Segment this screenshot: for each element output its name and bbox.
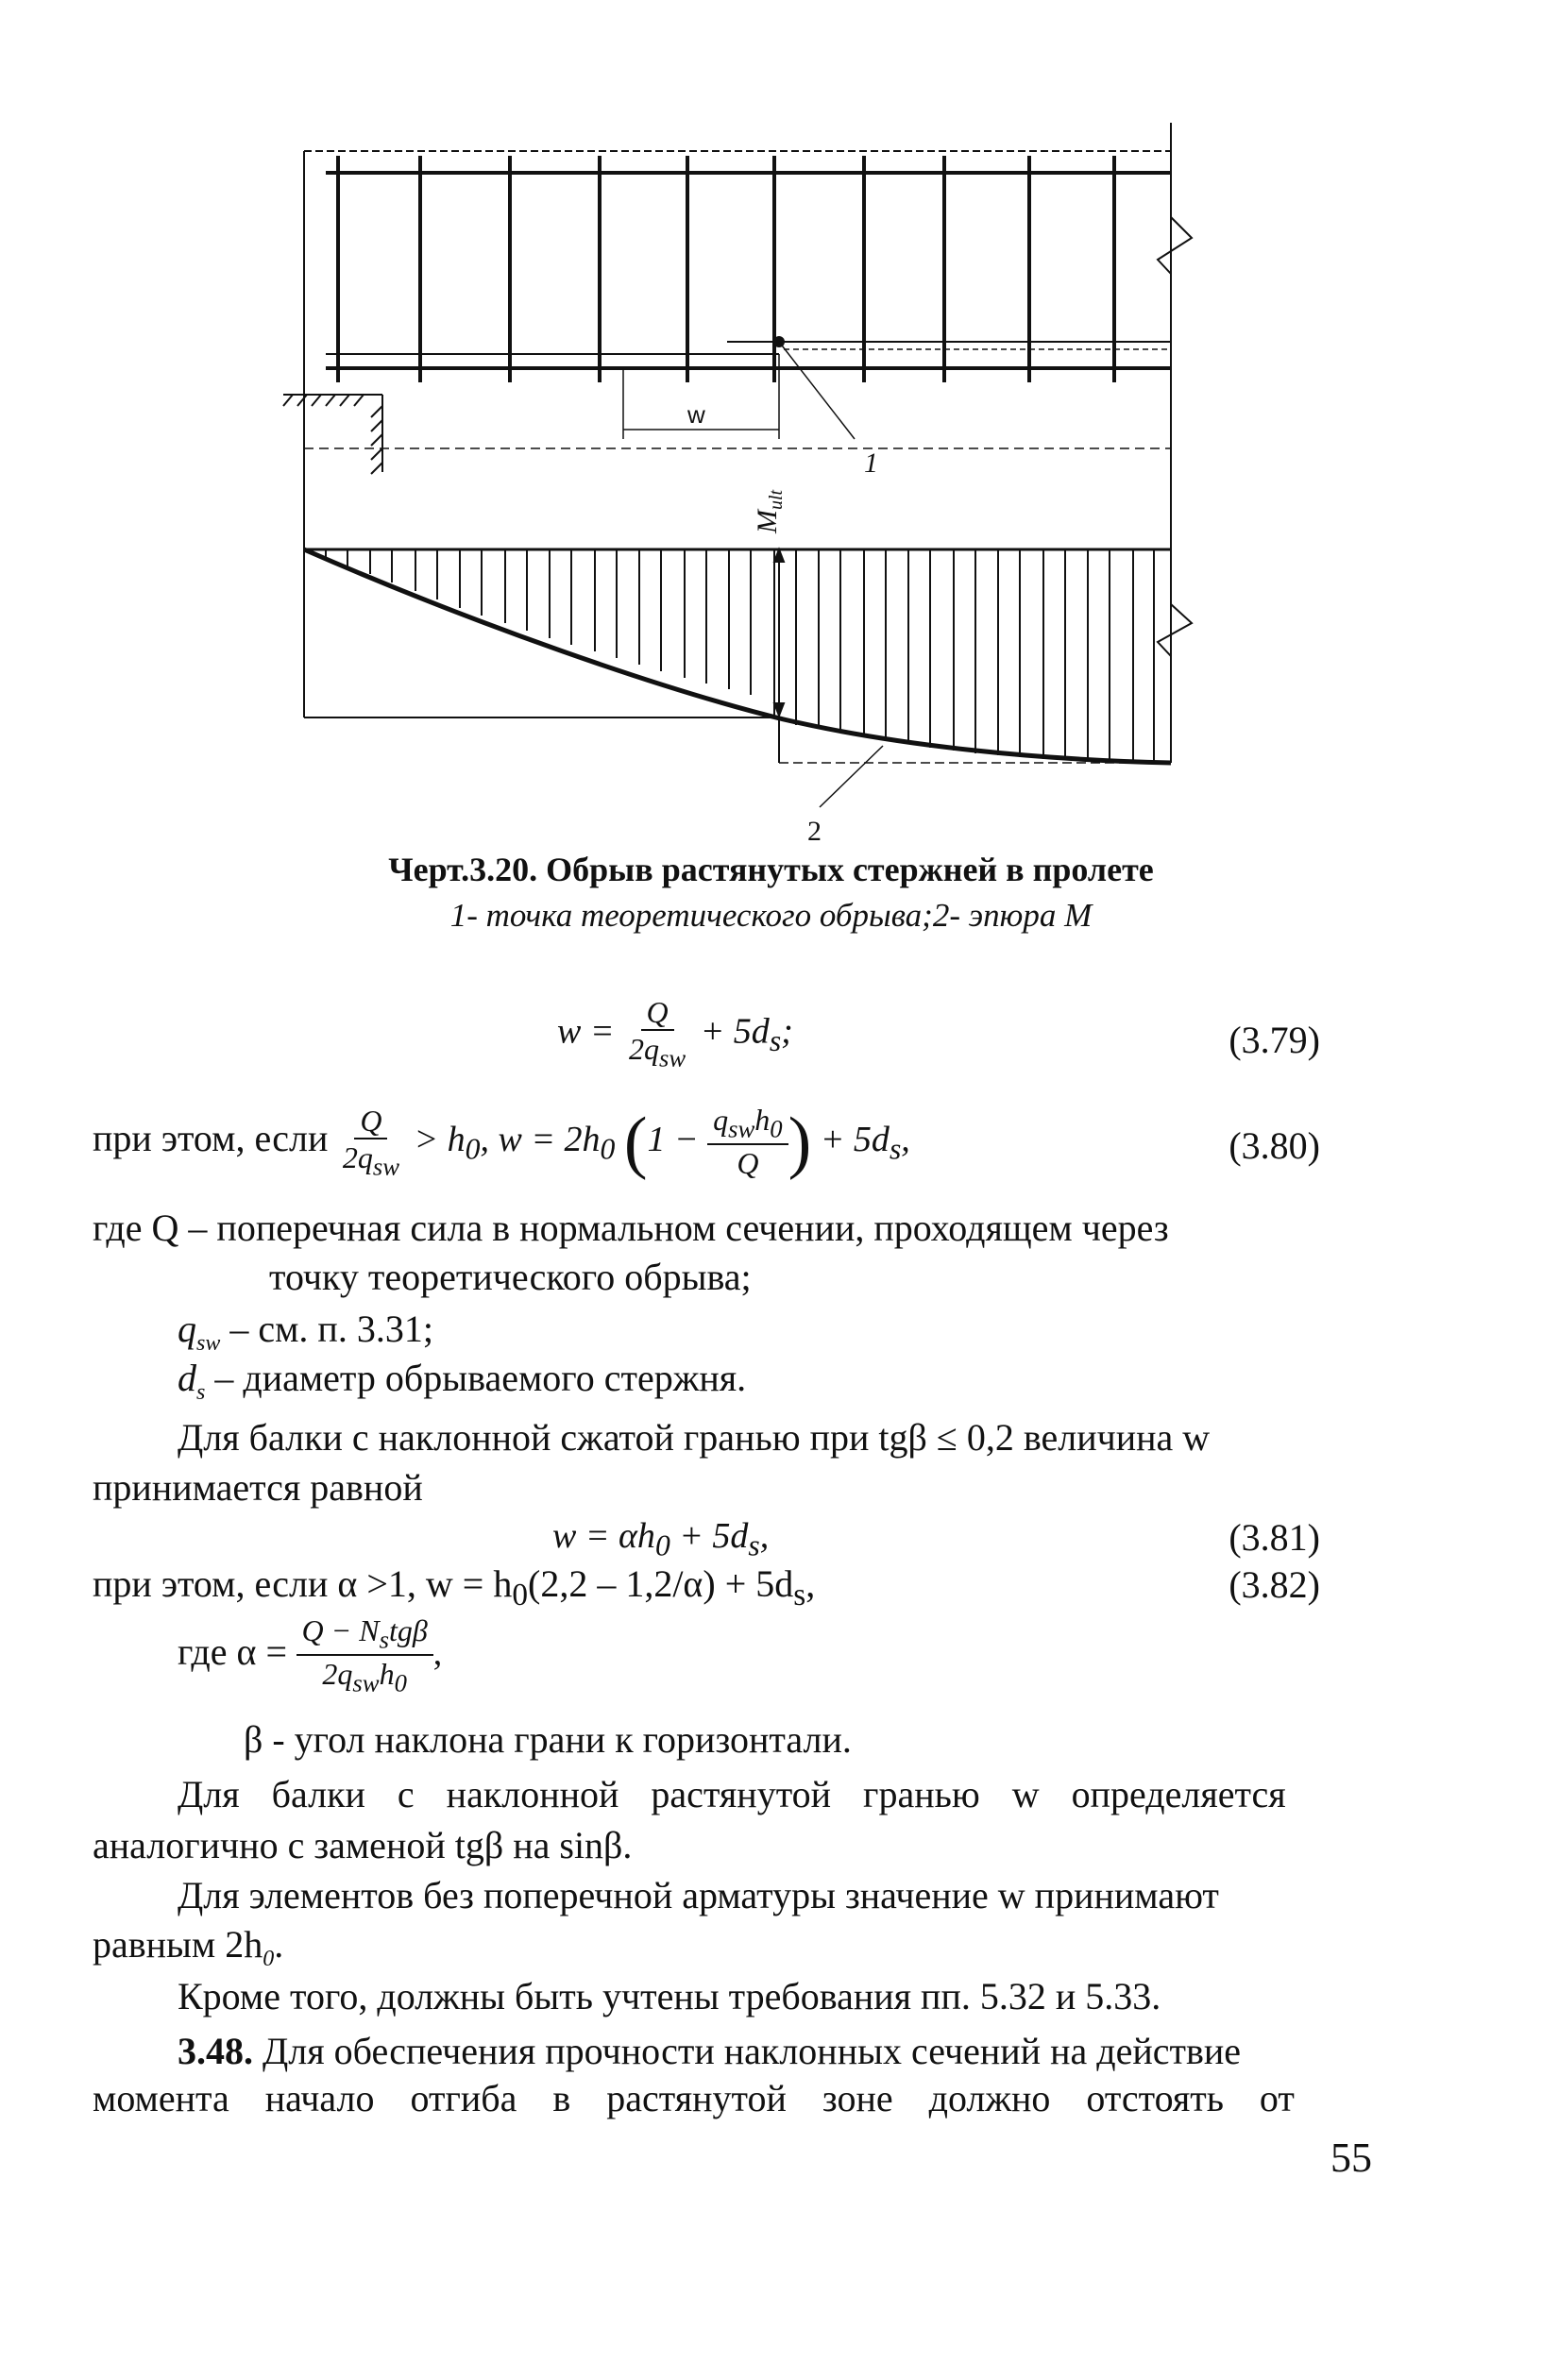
equation-number-3-82: (3.82) xyxy=(1229,1563,1320,1606)
where-line-2: точку теоретического обрыва; xyxy=(269,1256,752,1298)
figure-caption-subtitle: 1- точка теоретического обрыва;2- эпюра М xyxy=(449,897,1093,934)
para-348-line-2: момента начало отгиба в растянутой зоне должно отстоять от xyxy=(93,2077,1295,2119)
beam-figure xyxy=(0,0,1542,847)
leader-line-2 xyxy=(820,746,883,807)
beam-outline xyxy=(304,123,1171,763)
figure-caption-title: Черт.3.20. Обрыв растянутых стержней в пролете xyxy=(388,851,1154,888)
equation-number-3-80: (3.80) xyxy=(1229,1124,1320,1167)
m-ult-arrow xyxy=(774,549,784,716)
para-tension-line-1: Для балки с наклонной растянутой гранью w определяется xyxy=(178,1773,1286,1815)
para-nostirrups-line-2: равным $2h_0$. xyxy=(93,1923,284,1971)
para-348-line-1: 3.48. Для обеспечения прочности наклонных сечений на действие xyxy=(178,2030,1242,2072)
equation-3-79: w = $\frac{Q}{2q_{sw}}$ + $5d_s$; xyxy=(557,995,793,1072)
equation-3-80: при этом, если $\frac{Q}{2q_{sw}}$ > $h_0$, $w = 2h_0$ (1 − $\frac{q_{sw}h_0}{Q}$ ) + $5d_s$, xyxy=(93,1103,910,1181)
beta-definition: β - угол наклона грани к горизонтали. xyxy=(244,1718,852,1761)
marker-2: 2 xyxy=(807,816,822,847)
longitudinal-bars xyxy=(326,173,1171,368)
equation-number-3-81: (3.81) xyxy=(1229,1516,1320,1559)
para-nostirrups-line-1: Для элементов без поперечной арматуры значение w принимают xyxy=(178,1874,1219,1916)
where-line-1: где Q – поперечная сила в нормальном сечении, проходящем через xyxy=(93,1207,1169,1249)
w-dimension-label: w xyxy=(687,400,705,429)
moment-curve xyxy=(304,549,1171,763)
break-symbols xyxy=(1158,217,1192,656)
para-incline-line-2: принимается равной xyxy=(93,1466,423,1509)
leader-line-1 xyxy=(779,342,855,439)
stirrups xyxy=(338,156,1114,382)
equation-number-3-79: (3.79) xyxy=(1229,1019,1320,1061)
where-line-4: $d_s$ – диаметр обрываемого стержня. xyxy=(178,1357,747,1405)
section-number-3-48: 3.48. xyxy=(178,2030,253,2072)
page-number: 55 xyxy=(1330,2135,1372,2181)
para-incline-line-1: Для балки с наклонной сжатой гранью при tgβ ≤ 0,2 величина w xyxy=(178,1416,1211,1459)
marker-1: 1 xyxy=(864,447,878,479)
where-line-3: $q_{sw}$ – см. п. 3.31; xyxy=(178,1308,433,1356)
para-requirements: Кроме того, должны быть учтены требования пп. 5.32 и 5.33. xyxy=(178,1975,1161,2017)
moment-diagram-hatching xyxy=(326,549,1154,763)
equation-3-82: при этом, если α >1, $w = h_0(2,2 - 1,2/\alpha) + 5d_s$, xyxy=(93,1562,816,1612)
alpha-definition: где α = $\frac{Q - N_stg\beta}{2q_{sw}h_0}$ , xyxy=(178,1613,443,1697)
para-tension-line-2: аналогично с заменой tgβ на sinβ. xyxy=(93,1824,633,1866)
m-ult-label: $M_{ult}$ xyxy=(752,489,787,533)
support xyxy=(283,395,382,474)
equation-3-81: $w = \alpha h_0 + 5d_s$, xyxy=(552,1516,770,1562)
